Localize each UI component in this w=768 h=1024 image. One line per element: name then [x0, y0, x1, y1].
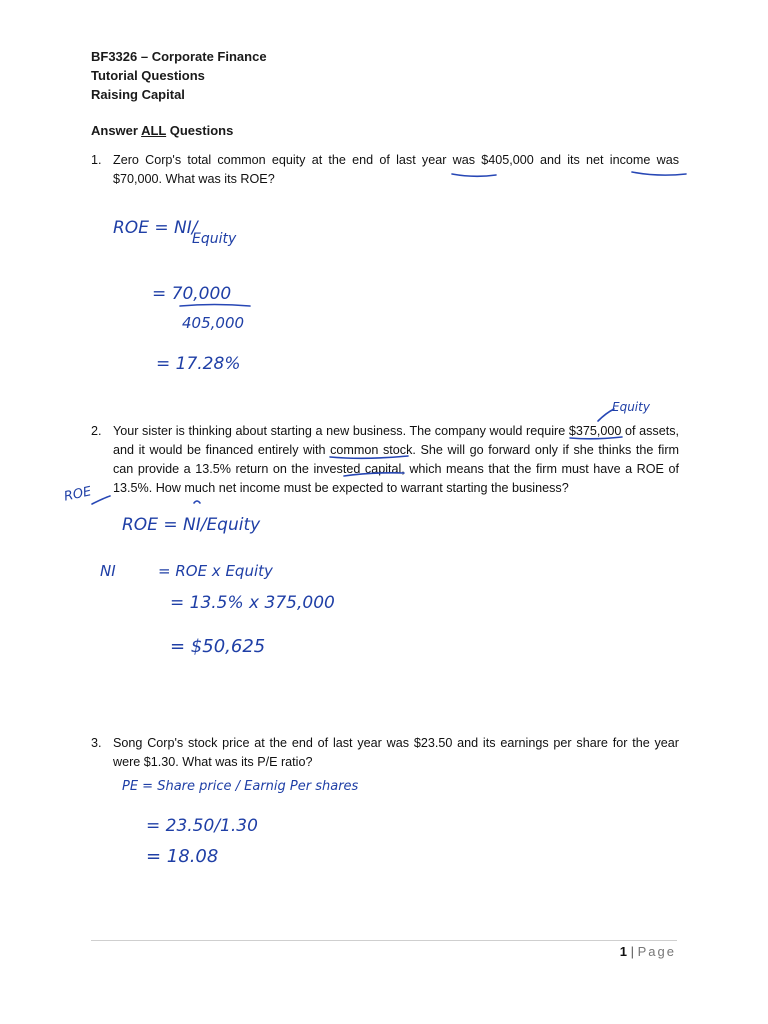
- fraction-bar-q1: [180, 305, 250, 307]
- mark-above-ni: [194, 501, 200, 503]
- underline-assets-value: [570, 437, 622, 439]
- arrow-equity: [598, 409, 614, 421]
- q2-annotation-equity: Equity: [612, 400, 650, 414]
- q1-handwriting-denominator: 405,000: [182, 314, 245, 332]
- q2-handwriting-substitution: = 13.5% x 375,000: [170, 593, 335, 613]
- question-2-text: Your sister is thinking about starting a new business. The company would require $375,000 of assets, and it would be financed entirely with common stock. She will go forward only if she thinks the firm can provide a 13.5% return on the invested capital, which means that the firm must have a ROE of 13.5%. How much net income must be expected to warrant starting the business?: [113, 424, 679, 495]
- page-label: Page: [637, 944, 676, 959]
- footer-divider: [91, 940, 677, 941]
- instruction-emphasis: ALL: [141, 123, 167, 138]
- page-footer: [620, 944, 676, 959]
- q3-handwriting-result: = 18.08: [146, 846, 219, 867]
- q1-handwriting-equity: Equity: [192, 231, 237, 247]
- page-number: 1: [619, 944, 628, 959]
- underline-common-stock: [330, 456, 408, 458]
- q2-handwriting-result: = $50,625: [170, 636, 266, 657]
- topic-title: Raising Capital: [91, 87, 185, 102]
- underline-net-income-value: [632, 172, 686, 175]
- instruction-suffix: Questions: [166, 123, 234, 138]
- arrow-roe: [92, 496, 110, 504]
- q3-handwriting-formula: PE = Share price / Earnig Per shares: [122, 779, 359, 794]
- course-title: BF3326 – Corporate Finance: [91, 49, 267, 64]
- q1-handwriting-numerator: = 70,000: [152, 284, 232, 304]
- underline-equity-value: [452, 174, 496, 176]
- question-3-number: 3.: [91, 736, 102, 750]
- q1-handwriting-result: = 17.28%: [156, 354, 241, 374]
- question-2-number: 2.: [91, 424, 102, 438]
- q1-handwriting-roe-formula: ROE = NI/: [113, 218, 198, 238]
- question-3-text: Song Corp's stock price at the end of last year was $23.50 and its earnings per share for the year were $1.30. What was its P/E ratio?: [113, 736, 679, 769]
- q2-annotation-roe: ROE: [62, 484, 93, 505]
- instruction-prefix: Answer: [91, 123, 142, 138]
- tutorial-subtitle: Tutorial Questions: [91, 68, 205, 83]
- underline-invested-capital: [344, 473, 404, 476]
- q2-handwriting-ni-label: NI: [100, 562, 116, 580]
- q2-handwriting-roe-formula: ROE = NI/Equity: [122, 515, 261, 535]
- q3-handwriting-substitution: = 23.50/1.30: [146, 816, 258, 836]
- footer-separator: |: [627, 944, 638, 959]
- question-1-text: Zero Corp's total common equity at the end of last year was $405,000 and its net income was $70,000. What was its ROE?: [113, 153, 679, 186]
- q2-handwriting-ni-formula: = ROE x Equity: [158, 562, 273, 580]
- question-1-number: 1.: [91, 153, 102, 167]
